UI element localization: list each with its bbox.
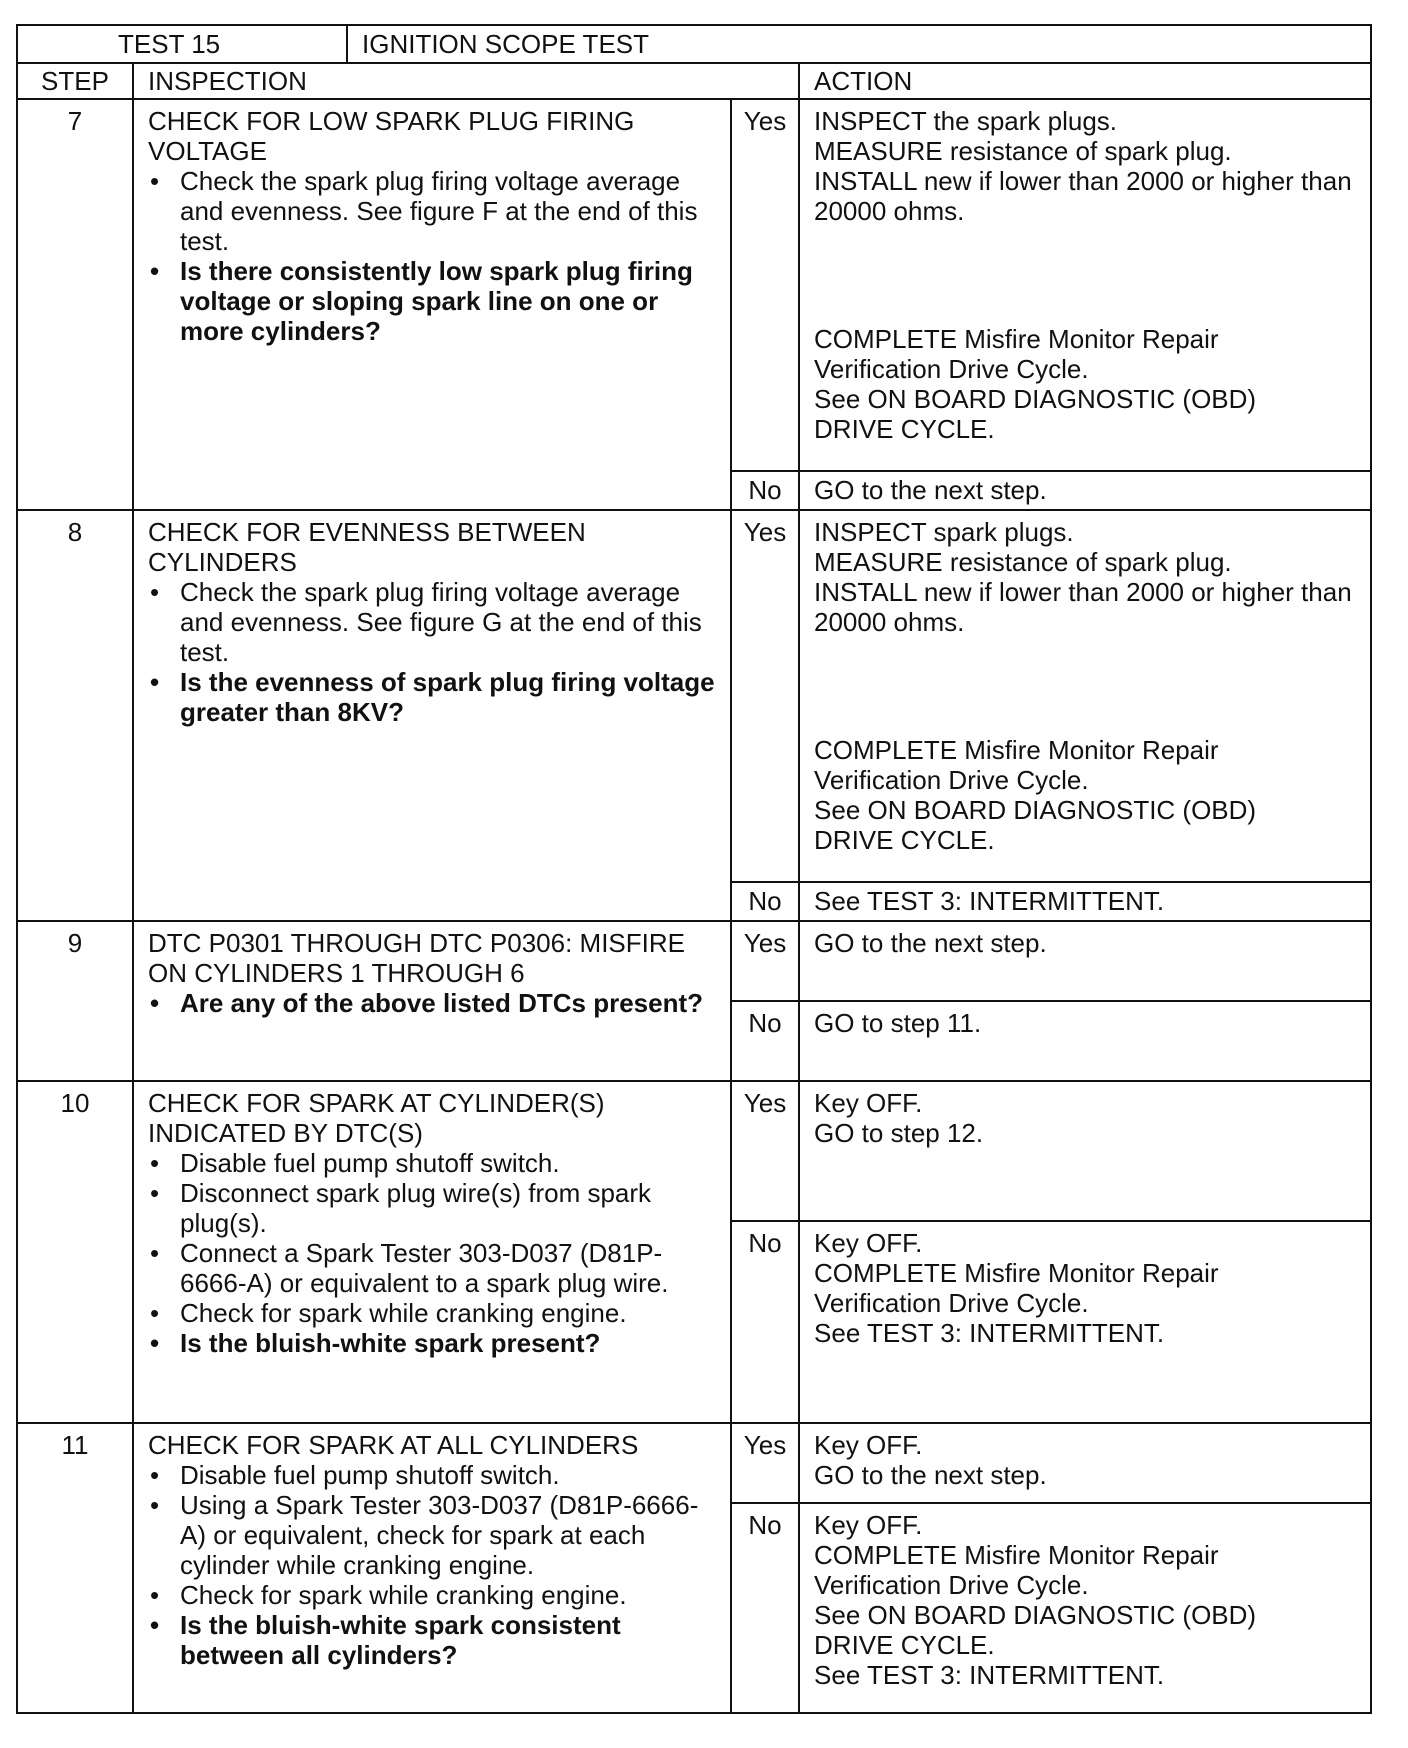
no-label: No [731,1221,799,1423]
step-title: CHECK FOR LOW SPARK PLUG FIRING VOLTAGE [148,106,635,166]
column-header-inspection: INSPECTION [133,63,799,99]
column-header-action: ACTION [799,63,1371,99]
step-title: CHECK FOR EVENNESS BETWEEN CYLINDERS [148,517,586,577]
test-label: TEST 15 [17,25,347,63]
test-sheet [16,24,1372,1714]
inspection-bullet: • Check the spark plug firing voltage average and evenness. See figure G at the end of this test. [180,577,716,667]
yes-action [799,510,1371,882]
no-action: Key OFF. COMPLETE Misfire Monitor Repair Verification Drive Cycle. See ON BOARD DIAGNOSTIC (OBD) DRIVE CYCLE. See TEST 3: INTERMITTENT. [799,1503,1371,1713]
inspection-question: • Is there consistently low spark plug firing voltage or sloping spark line on one or more cylinders? [180,256,716,346]
table-row [17,921,1371,1001]
inspection-cell [133,1081,731,1423]
inspection-bullet: • Disable fuel pump shutoff switch. [180,1460,716,1490]
no-action: GO to step 11. [799,1001,1371,1081]
yes-label: Yes [731,1081,799,1221]
action-text: INSPECT spark plugs. MEASURE resistance of spark plug. INSTALL new if lower than 2000 or higher than 20000 ohms. [814,517,1352,637]
step-number: 11 [17,1423,133,1713]
inspection-cell [133,921,731,1081]
inspection-bullet: • Check the spark plug firing voltage average and evenness. See figure F at the end of this test. [180,166,716,256]
inspection-question: • Are any of the above listed DTCs present? [180,988,716,1018]
inspection-question: • Is the evenness of spark plug firing voltage greater than 8KV? [180,667,716,727]
step-number: 7 [17,99,133,510]
yes-label: Yes [731,99,799,471]
inspection-bullet: • Disable fuel pump shutoff switch. [180,1148,716,1178]
column-header-row [17,63,1371,99]
inspection-list [148,1148,716,1358]
inspection-list [148,988,716,1018]
step-title: DTC P0301 THROUGH DTC P0306: MISFIRE ON CYLINDERS 1 THROUGH 6 [148,928,685,988]
inspection-bullet: • Check for spark while cranking engine. [180,1580,716,1610]
table-row [17,99,1371,471]
step-title: CHECK FOR SPARK AT CYLINDER(S) INDICATED BY DTC(S) [148,1088,605,1148]
step-number: 9 [17,921,133,1081]
no-label: No [731,1503,799,1713]
yes-label: Yes [731,921,799,1001]
column-header-step: STEP [17,63,133,99]
step-number: 8 [17,510,133,921]
inspection-bullet: • Using a Spark Tester 303-D037 (D81P-6666-A) or equivalent, check for spark at each cylinder while cranking engine. [180,1490,716,1580]
action-text: INSPECT the spark plugs. MEASURE resistance of spark plug. INSTALL new if lower than 2000 or higher than 20000 ohms. [814,106,1352,226]
action-text: COMPLETE Misfire Monitor Repair Verification Drive Cycle. See ON BOARD DIAGNOSTIC (OBD) DRIVE CYCLE. [814,324,1257,444]
inspection-list [148,1460,716,1670]
inspection-list [148,166,716,346]
table-row [17,1081,1371,1221]
yes-label: Yes [731,510,799,882]
procedure-table [16,62,1372,1714]
inspection-question: • Is the bluish-white spark consistent between all cylinders? [180,1610,716,1670]
yes-label: Yes [731,1423,799,1503]
inspection-cell [133,1423,731,1713]
step-number: 10 [17,1081,133,1423]
no-action: See TEST 3: INTERMITTENT. [799,882,1371,921]
action-text: COMPLETE Misfire Monitor Repair Verification Drive Cycle. See ON BOARD DIAGNOSTIC (OBD) DRIVE CYCLE. [814,735,1257,855]
yes-action: GO to the next step. [799,921,1371,1001]
yes-action [799,99,1371,471]
yes-action: Key OFF. GO to the next step. [799,1423,1371,1503]
inspection-bullet: • Disconnect spark plug wire(s) from spark plug(s). [180,1178,716,1238]
inspection-cell [133,99,731,510]
test-title: IGNITION SCOPE TEST [347,25,1371,63]
inspection-bullet: • Check for spark while cranking engine. [180,1298,716,1328]
test-header [16,24,1372,64]
no-action: Key OFF. COMPLETE Misfire Monitor Repair Verification Drive Cycle. See TEST 3: INTERMITTENT. [799,1221,1371,1423]
no-label: No [731,1001,799,1081]
inspection-bullet: • Connect a Spark Tester 303-D037 (D81P-6666-A) or equivalent to a spark plug wire. [180,1238,716,1298]
step-title: CHECK FOR SPARK AT ALL CYLINDERS [148,1430,639,1460]
table-row [17,510,1371,882]
table-row [17,1423,1371,1503]
inspection-list [148,577,716,727]
inspection-question: • Is the bluish-white spark present? [180,1328,716,1358]
yes-action: Key OFF. GO to step 12. [799,1081,1371,1221]
no-label: No [731,882,799,921]
no-action: GO to the next step. [799,471,1371,510]
no-label: No [731,471,799,510]
inspection-cell [133,510,731,921]
